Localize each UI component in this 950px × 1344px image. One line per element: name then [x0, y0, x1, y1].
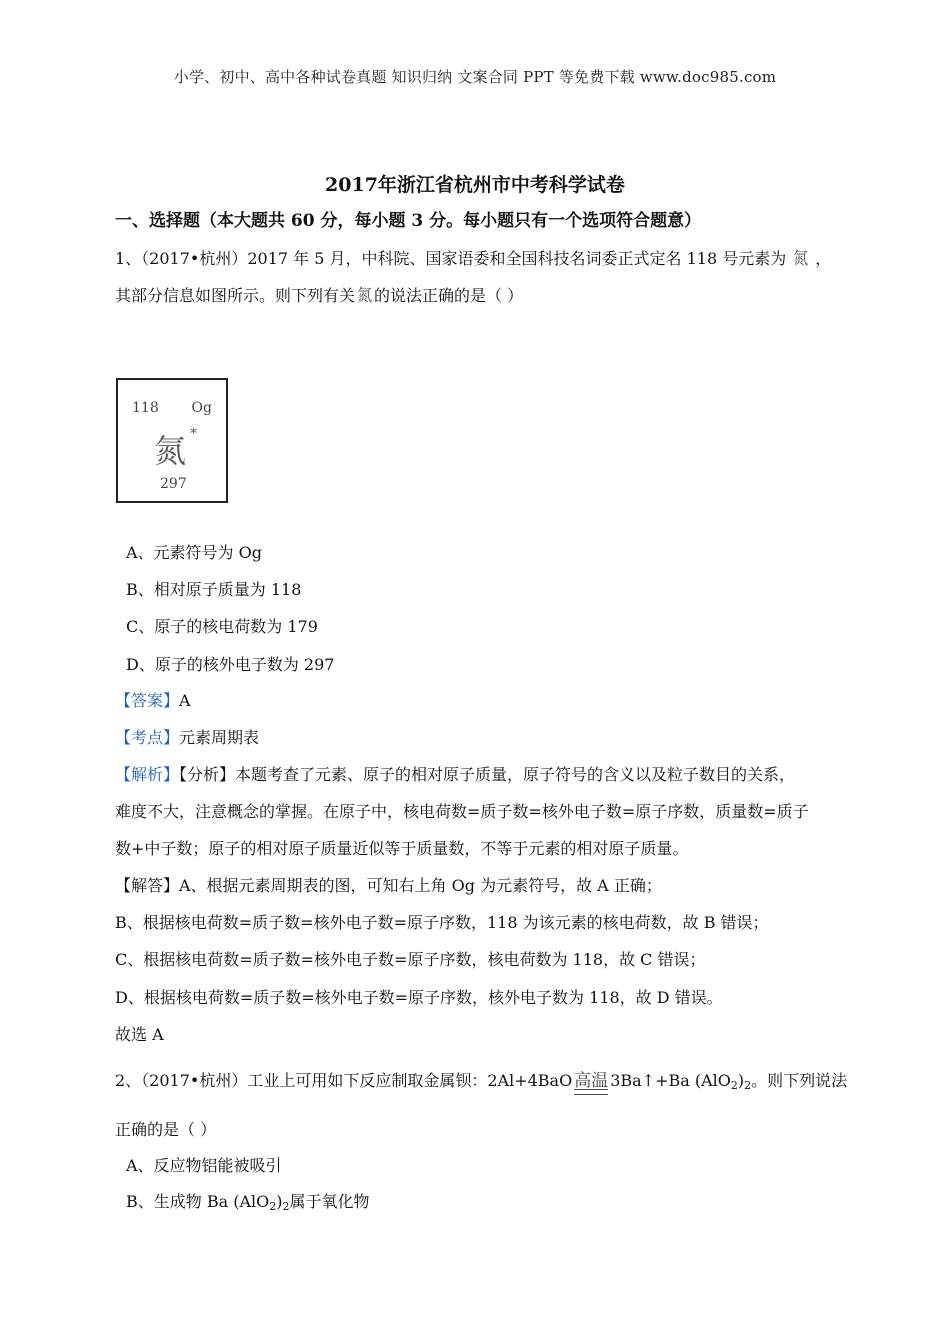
q2-optb-b: ) — [276, 1192, 283, 1211]
q2-optb-c: 属于氧化物 — [289, 1192, 370, 1211]
q2-sub-1: 2 — [730, 1079, 738, 1092]
q2-option-a: A、反应物铝能被吸引 — [126, 1156, 282, 1175]
q2-optb-a: B、生成物 Ba (AlO — [126, 1192, 270, 1211]
q2-optb-sub2: 2 — [282, 1200, 290, 1213]
site-header: 小学、初中、高中各种试卷真题 知识归纳 文案合同 PPT 等免费下载 www.doc985.com — [173, 68, 777, 86]
section-heading: 一、选择题（本大题共 60 分，每小题 3 分。每小题只有一个选项符合题意） — [115, 211, 702, 231]
q2-stem-a: 2、（2017•杭州）工业上可用如下反应制取金属钡：2Al+4BaO — [115, 1071, 573, 1090]
atomic-number: 118 — [132, 400, 159, 416]
atomic-mass: 297 — [160, 476, 187, 492]
reaction-condition: 高温 — [574, 1066, 608, 1095]
q1-jiexi-line1 — [115, 762, 795, 785]
q1-jieda-line3: C、根据核电荷数=质子数=核外电子数=原子序数，核电荷数为 118，故 C 错误； — [115, 950, 706, 969]
jiexi-text-1: 【分析】本题考查了元素、原子的相对原子质量，原子符号的含义以及粒子数目的关系， — [179, 765, 796, 784]
q1-stem-line2-b: 的说法正确的是（ ） — [374, 286, 524, 305]
q1-kaodian — [115, 725, 259, 748]
q2-stem-line2: 正确的是（ ） — [115, 1120, 217, 1139]
kaodian-tag: 【考点】 — [115, 728, 180, 747]
q2-sub-2: 2 — [744, 1079, 752, 1092]
q2-optb-sub1: 2 — [269, 1200, 277, 1213]
q1-option-c: C、原子的核电荷数为 179 — [126, 617, 318, 636]
element-card — [116, 378, 228, 503]
element-char-inline: 氮 — [793, 249, 809, 269]
q1-option-b: B、相对原子质量为 118 — [126, 580, 302, 599]
q1-stem-end: ， — [815, 249, 832, 268]
q1-stem-text: 1、（2017•杭州）2017 年 5 月，中科院、国家语委和全国科技名词委正式定名 118 号元素为 — [115, 249, 787, 268]
q2-stem-d: 。则下列说法 — [751, 1071, 848, 1090]
element-char-inline-2: 氮 — [356, 286, 373, 306]
element-star: * — [190, 426, 197, 442]
q1-jiexi-line3: 数+中子数；原子的相对原子质量近似等于质量数，不等于元素的相对原子质量。 — [115, 839, 689, 858]
q2-option-b — [126, 1189, 370, 1213]
q1-jieda-line5: 故选 A — [115, 1025, 164, 1044]
q1-stem-line1 — [115, 244, 831, 269]
q1-option-d: D、原子的核外电子数为 297 — [126, 655, 335, 674]
answer-value: A — [179, 691, 191, 710]
jiexi-tag: 【解析】 — [115, 765, 180, 784]
element-name: 氮 — [154, 432, 187, 470]
q1-jieda-line2: B、根据核电荷数=质子数=核外电子数=原子序数，118 为该元素的核电荷数，故 B 错误； — [115, 913, 769, 932]
q1-jieda-line1: 【解答】A、根据元素周期表的图，可知右上角 Og 为元素符号，故 A 正确； — [115, 876, 662, 895]
q1-stem-line2 — [115, 281, 523, 306]
page-title: 2017年浙江省杭州市中考科学试卷 — [325, 174, 625, 196]
element-symbol: Og — [191, 400, 212, 416]
q1-option-a: A、元素符号为 Og — [126, 543, 263, 562]
q1-jieda-line4: D、根据核电荷数=质子数=核外电子数=原子序数，核外电子数为 118，故 D 错误。 — [115, 988, 723, 1007]
q2-stem-c: ) — [737, 1071, 745, 1090]
q1-jiexi-line2: 难度不大，注意概念的掌握。在原子中，核电荷数=质子数=核外电子数=原子序数，质量数=质子 — [115, 802, 809, 821]
q1-stem-line2-a: 其部分信息如图所示。则下列有关 — [115, 286, 356, 305]
q1-answer — [115, 688, 191, 711]
q2-stem-line1 — [115, 1066, 847, 1095]
kaodian-value: 元素周期表 — [179, 728, 260, 747]
q2-stem-b: 3Ba↑+Ba (AlO — [610, 1071, 731, 1090]
answer-tag: 【答案】 — [115, 691, 180, 710]
